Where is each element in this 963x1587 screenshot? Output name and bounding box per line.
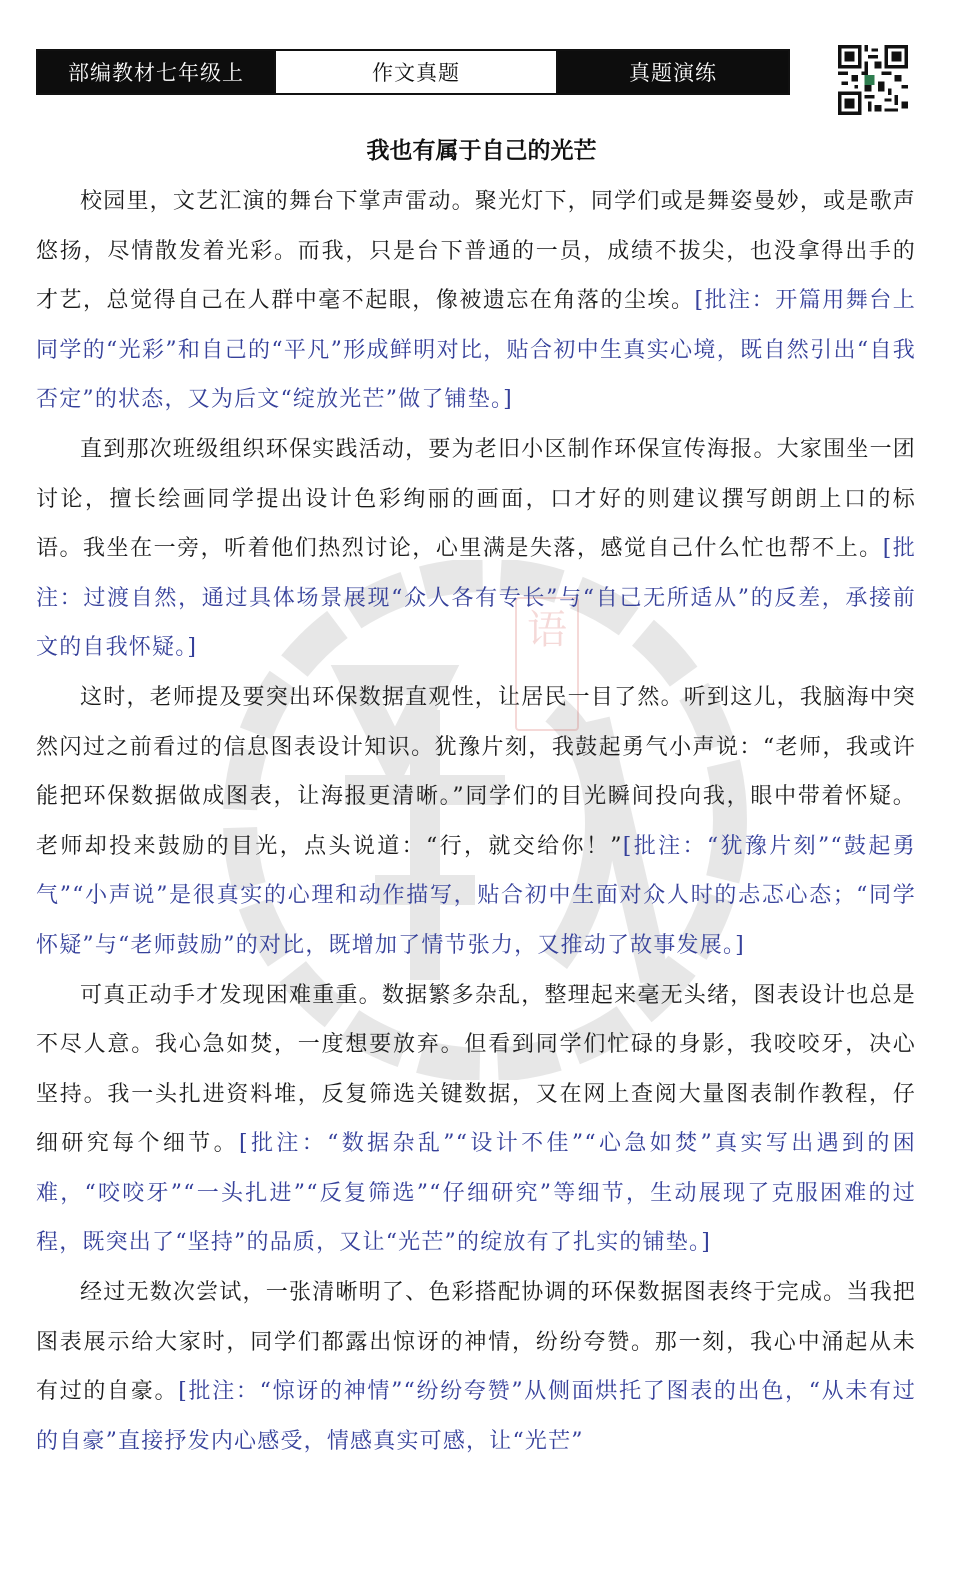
header-category-label: 作文真题 — [274, 51, 558, 93]
annotation: [批注：“犹豫片刻”“鼓起勇气”“小声说”是很真实的心理和动作描写，贴合初中生面对众人时的忐忑心态；“同学怀疑”与“老师鼓励”的对比，既增加了情节张力，又推动了故事发展。] — [36, 833, 917, 958]
annotation: [批注：“数据杂乱”“设计不佳”“心急如焚”真实写出遇到的困难，“咬咬牙”“一头扎进”“反复筛选”“仔细研究”等细节，生动展现了克服困难的过程，既突出了“坚持”的品质，又让“光芒”的绽放有了扎实的铺垫。] — [36, 1131, 916, 1256]
paragraph-4 — [36, 971, 916, 1269]
paragraph-5 — [36, 1268, 916, 1466]
paragraph-3 — [36, 673, 916, 971]
header-grade-label: 部编教材七年级上 — [38, 51, 274, 93]
paragraph-text: 这时，老师提及要突出环保数据直观性，让居民一目了然。听到这儿，我脑海中突然闪过之前看过的信息图表设计知识。犹豫片刻，我鼓起勇气小声说：“老师，我或许能把环保数据做成图表，让海报更清晰。”同学们的目光瞬间投向我，眼中带着怀疑。老师却投来鼓励的目光，点头说道：“行，就交给你！” — [36, 684, 916, 859]
paragraph-text: 直到那次班级组织环保实践活动，要为老旧小区制作环保宣传海报。大家围坐一团讨论，擅长绘画同学提出设计色彩绚丽的画面，口才好的则建议撰写朗朗上口的标语。我坐在一旁，听着他们热烈讨论，心里满是失落，感觉自己什么忙也帮不上。 — [36, 436, 916, 562]
annotation: [批注：开篇用舞台上同学的“光彩”和自己的“平凡”形成鲜明对比，贴合初中生真实心境，既自然引出“自我否定”的状态，又为后文“绽放光芒”做了铺垫。] — [36, 288, 916, 413]
paragraph-text: 可真正动手才发现困难重重。数据繁多杂乱，整理起来毫无头绪，图表设计也总是不尽人意。我心急如焚，一度想要放弃。但看到同学们忙碌的身影，我咬咬牙，决心坚持。我一头扎进资料堆，反复筛选关键数据，又在网上查阅大量图表制作教程，仔细研究每个细节。 — [36, 982, 916, 1157]
paragraph-text: 经过无数次尝试，一张清晰明了、色彩搭配协调的环保数据图表终于完成。当我把图表展示给大家时，同学们都露出惊讶的神情，纷纷夸赞。那一刻，我心中涌起从未有过的自豪。 — [36, 1280, 916, 1405]
header-bar — [36, 49, 790, 95]
paragraph-1 — [36, 177, 916, 425]
annotation: [批注：过渡自然，通过具体场景展现“众人各有专长”与“自己无所适从”的反差，承接前文的自我怀疑。] — [36, 536, 917, 661]
paragraph-2 — [36, 425, 916, 673]
watermark-seal: 语 — [515, 597, 579, 731]
essay-body — [36, 177, 916, 1466]
qr-code-icon — [838, 45, 908, 115]
header-section-label: 真题演练 — [558, 51, 788, 93]
paragraph-text: 校园里，文艺汇演的舞台下掌声雷动。聚光灯下，同学们或是舞姿曼妙，或是歌声悠扬，尽情散发着光彩。而我，只是台下普通的一员，成绩不拔尖，也没拿得出手的才艺，总觉得自己在人群中毫不起眼，像被遗忘在角落的尘埃。 — [36, 189, 916, 314]
essay-title: 我也有属于自己的光芒 — [366, 137, 597, 164]
annotation: [批注：“惊讶的神情”“纷纷夸赞”从侧面烘托了图表的出色，“从未有过的自豪”直接抒发内心感受，情感真实可感，让“光芒” — [36, 1379, 916, 1454]
